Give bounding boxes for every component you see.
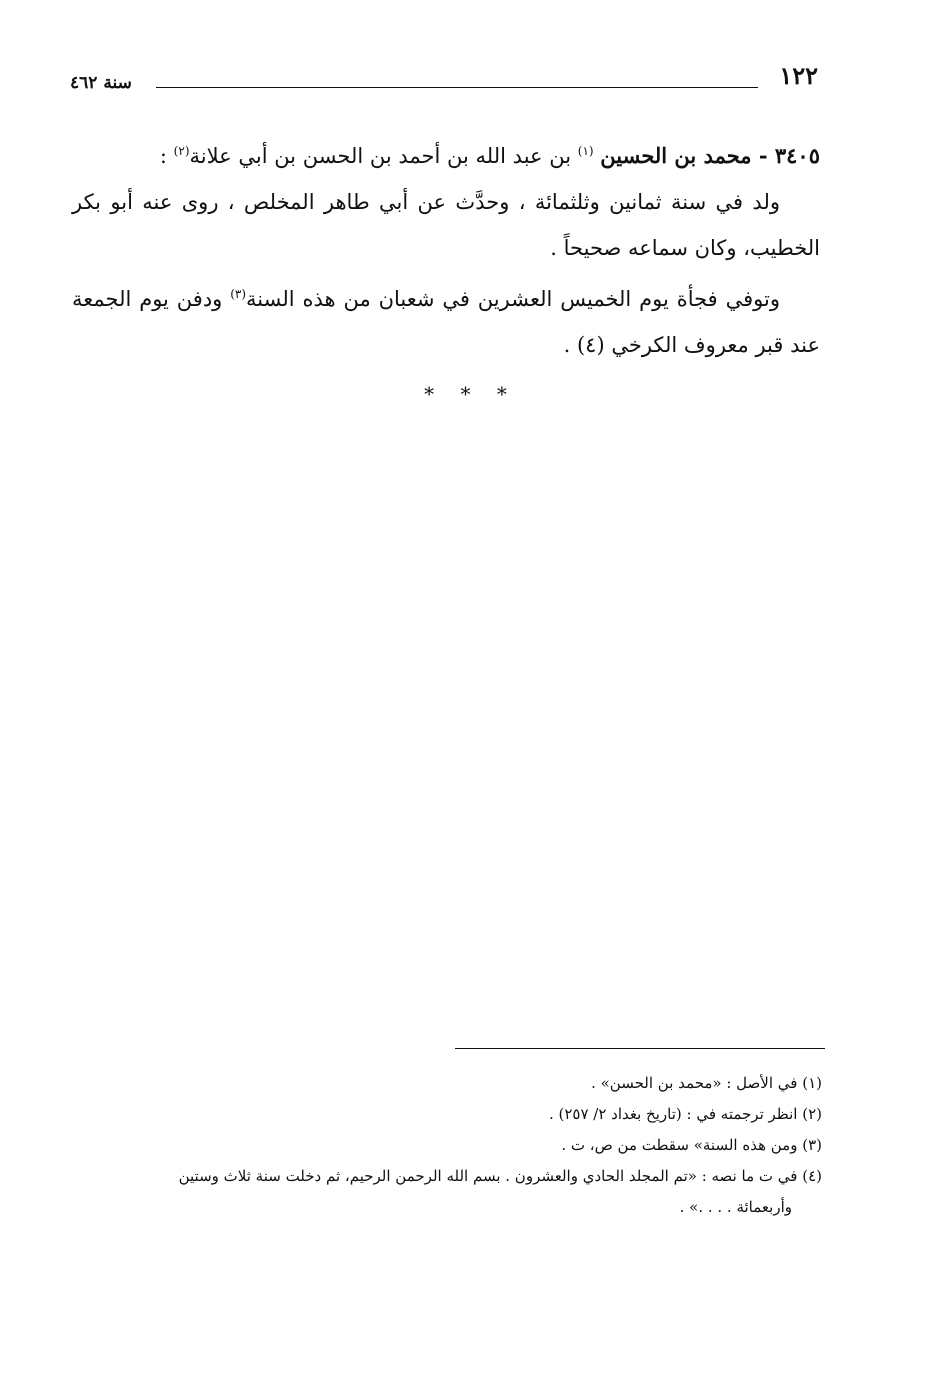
footnote-ref-2: (٢) xyxy=(173,144,190,158)
footnotes xyxy=(80,1068,822,1223)
footnote-ref-4: (٤) xyxy=(576,333,605,357)
footnote-3: (٣) ومن هذه السنة» سقطت من ص، ت . xyxy=(561,1136,822,1154)
footnote-ref-3: (٣) xyxy=(230,287,247,301)
header-rule xyxy=(156,87,758,88)
footnote-4: (٤) في ت ما نصه : «تم المجلد الحادي والعشرون . بسم الله الرحمن الرحيم، ثم دخلت سنة ثلاث وستين xyxy=(178,1167,822,1185)
paragraph-death xyxy=(72,271,820,368)
footnote-4-continuation: وأربعمائة . . . .» . xyxy=(679,1198,792,1216)
entry-lineage: بن عبد الله بن أحمد بن الحسن بن أبي علانة xyxy=(189,144,578,168)
footnote-ref-1: (١) xyxy=(577,144,594,158)
entry-number: ٣٤٠٥ xyxy=(774,143,820,168)
footnote-rule xyxy=(455,1048,825,1049)
footnote-1: (١) في الأصل : «محمد بن الحسن» . xyxy=(591,1074,822,1092)
page-number: ١٢٢ xyxy=(779,61,818,90)
entry-name: محمد بن الحسين xyxy=(600,143,752,168)
paragraph-death-part-b: ودفن يوم الجمعة عند قبر معروف الكرخي xyxy=(72,287,820,357)
section-separator: * * * xyxy=(424,382,517,406)
main-text xyxy=(72,128,820,368)
paragraph-end: . xyxy=(563,333,577,357)
paragraph-death-part-a: وتوفي فجأة يوم الخميس العشرين في شعبان من هذه السنة xyxy=(246,287,780,311)
running-title: سنة ٤٦٢ xyxy=(70,73,132,93)
page-header xyxy=(70,62,818,96)
entry-dash: - xyxy=(751,143,775,168)
entry-colon: : xyxy=(159,144,174,168)
footnote-2: (٢) انظر ترجمته في : (تاريخ بغداد ٢/ ٢٥٧) . xyxy=(548,1105,822,1123)
entry-heading xyxy=(72,128,820,179)
paragraph-birth: ولد في سنة ثمانين وثلثمائة ، وحدَّث عن أبي طاهر المخلص ، روى عنه أبو بكر الخطيب، وكان سماعه صحيحاً . xyxy=(72,190,820,260)
